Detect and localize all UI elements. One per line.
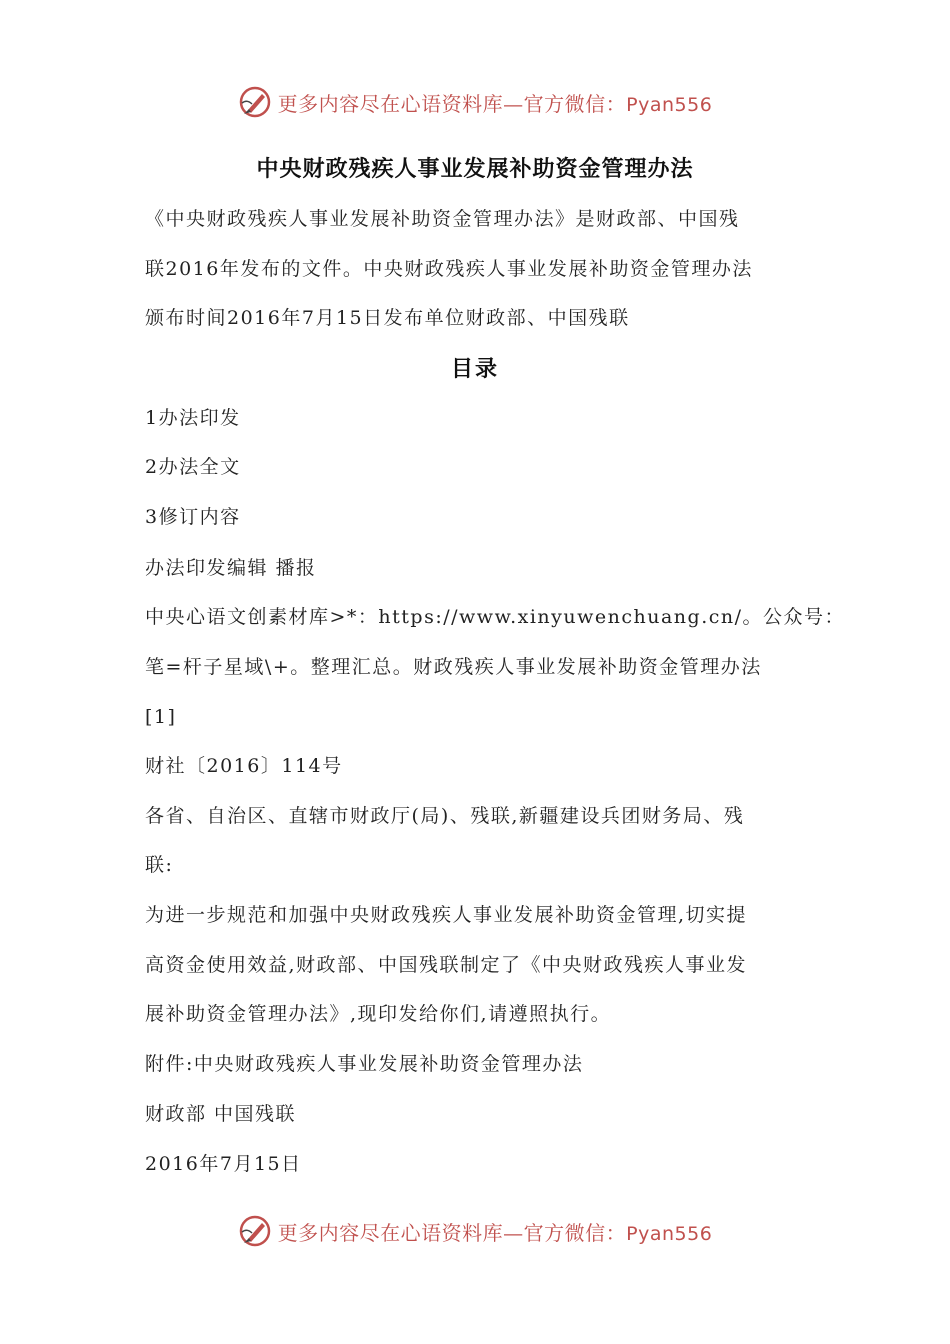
reference-link[interactable]: [1] (145, 706, 177, 728)
intro-line: 《中央财政残疾人事业发展补助资金管理办法》是财政部、中国残 (145, 208, 740, 230)
body-line: 联: (145, 854, 174, 876)
toc-item[interactable]: 3修订内容 (145, 506, 241, 528)
document-number: 财社〔2016〕114号 (145, 755, 343, 777)
pen-logo-icon (238, 85, 272, 119)
pen-logo-icon (238, 1214, 272, 1248)
date-line: 2016年7月15日 (145, 1153, 302, 1175)
body-line: 各省、自治区、直辖市财政厅(局)、残联,新疆建设兵团财务局、残 (145, 805, 745, 827)
toc-item[interactable]: 1办法印发 (145, 407, 241, 429)
signature-line: 财政部 中国残联 (145, 1103, 297, 1125)
banner-text: 更多内容尽在心语资料库—官方微信：Pyan556 (277, 91, 713, 116)
banner-wechat-id: Pyan556 (626, 1222, 713, 1245)
page-title: 中央财政残疾人事业发展补助资金管理办法 (256, 157, 694, 182)
toc-item[interactable]: 2办法全文 (145, 456, 241, 478)
attachment-line: 附件:中央财政残疾人事业发展补助资金管理办法 (145, 1053, 584, 1075)
banner-wechat-id: Pyan556 (626, 93, 713, 116)
intro-line: 颁布时间2016年7月15日发布单位财政部、中国残联 (145, 307, 630, 329)
body-line: 为进一步规范和加强中央财政残疾人事业发展补助资金管理,切实提 (145, 904, 748, 926)
body-line: 高资金使用效益,财政部、中国残联制定了《中央财政残疾人事业发 (145, 954, 748, 976)
intro-line: 联2016年发布的文件。中央财政残疾人事业发展补助资金管理办法 (145, 258, 753, 280)
body-line: 中央心语文创素材库>*：https://www.xinyuwenchuang.cn/。公众号： (145, 606, 846, 628)
section-heading: 办法印发编辑 播报 (145, 557, 317, 579)
footer-banner (0, 1211, 950, 1251)
banner-text: 更多内容尽在心语资料库—官方微信：Pyan556 (277, 1220, 713, 1245)
body-line: 笔=杆子星域\+。整理汇总。财政残疾人事业发展补助资金管理办法 (145, 656, 762, 678)
header-banner (0, 82, 950, 122)
body-line: 展补助资金管理办法》,现印发给你们,请遵照执行。 (145, 1003, 612, 1025)
toc-heading: 目录 (450, 357, 499, 382)
